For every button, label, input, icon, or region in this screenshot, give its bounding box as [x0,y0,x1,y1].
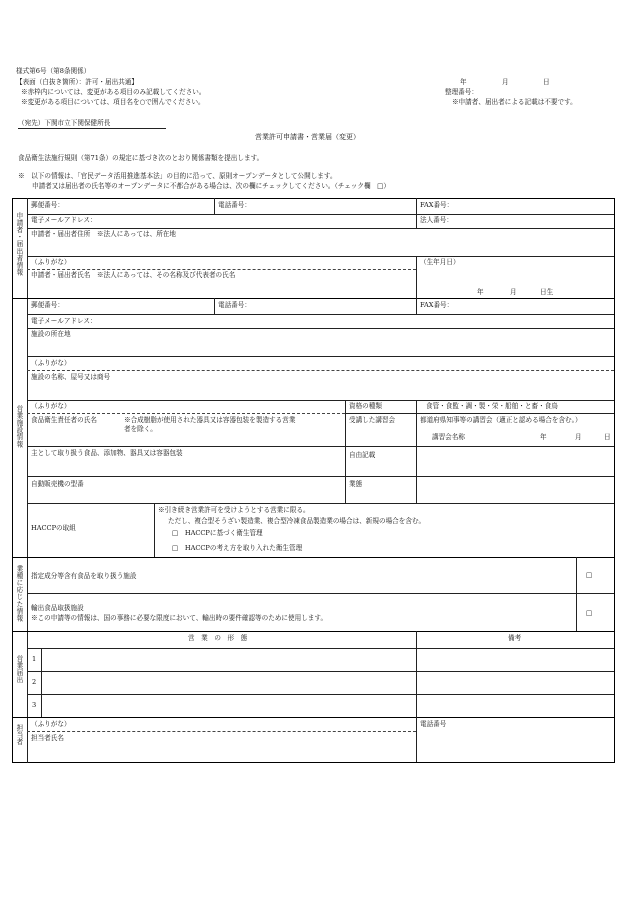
main-food-label: 主として取り扱う食品、添加物、器具又は容器包装 [31,449,183,457]
manager-note-2: 者を除く。 [124,425,157,433]
business-state-label: 業態 [349,480,363,488]
document-title: 営業許可申請書・営業届（変更） [255,133,360,141]
intro-text: 食品衛生法施行規則（第71条）の規定に基づき次のとおり関係書類を提出します。 [18,154,264,162]
birth-day: 日生 [540,288,554,296]
export-facility-check[interactable]: □ [586,609,593,617]
qualification-list: 食管・食監・調・製・栄・船舶・と畜・食鳥 [426,402,558,410]
date-day: 日 [543,78,550,86]
course-month: 月 [575,433,582,441]
applicant-address-label: 申請者・届出者住所 ※法人にあっては、所在地 [31,230,176,238]
section-contact: 担当者 [14,724,23,746]
note-circle: ※変更がある項目については、項目名を○で囲んでください。 [21,98,205,106]
applicant-tel-label: 電話番号： [218,201,251,209]
seal-note: ※申請者、届出者による記載は不要です。 [452,98,577,106]
haccp-note-2: ただし、複合型そうざい製造業、複合型冷凍食品製造業の場合は、新規の場合を含む。 [168,517,426,525]
export-facility-note: ※この申請等の情報は、国の事務に必要な限度において、輸出時の要件確認等のために使用します。 [31,614,328,622]
vending-model-label: 自動販売機の型番 [31,480,84,488]
date-year: 年 [460,78,467,86]
course-note: 都道府県知事等の講習会（適正と認める場合を含む。） [420,416,582,424]
haccp-note-1: ※引き続き営業許可を受けようとする営業に限る。 [158,506,310,514]
designated-ingredient-label: 指定成分等含有食品を取り扱う施設 [31,572,137,580]
section-facility: 営業施設情報 [14,405,23,448]
facility-email-label: 電子メールアドレス： [31,317,97,325]
seiri-number: 整理番号： [445,88,478,96]
course-name-label: 講習会名称 [432,433,465,441]
applicant-furigana-label: （ふりがな） [31,258,71,266]
applicant-corp-no-label: 法人番号： [420,216,453,224]
remarks-header: 備考 [508,634,522,642]
facility-name-label: 施設の名称、屋号又は商号 [31,373,111,381]
free-entry-label: 自由記載 [349,451,376,459]
facility-postal-label: 郵便番号： [31,301,64,309]
notice-row-2: 2 [32,678,37,686]
contact-name-label: 担当者氏名 [31,734,64,742]
course-day: 日 [604,433,611,441]
applicant-name-label: 申請者・届出者氏名 ※法人にあっては、その名称及び代表者の氏名 [31,271,236,279]
export-facility-label: 輸出食品取扱施設 [31,604,84,612]
birth-month: 月 [510,288,517,296]
business-form-header: 営 業 の 形 態 [188,634,248,642]
notice-row-1: 1 [32,655,37,663]
qualification-type-label: 資格の種類 [349,402,382,410]
notice-row-3: 3 [32,701,37,709]
course-label: 受講した講習会 [349,416,396,424]
manager-note-1: ※合成樹脂が使用された器具又は容器包装を製造する営業 [124,416,296,424]
haccp-option-2[interactable]: □ HACCPの考え方を取り入れた衛生管理 [172,544,303,552]
addressee: （宛先）下関市立下関保健所長 [18,119,111,127]
applicant-email-label: 電子メールアドレス： [31,216,97,224]
opendata-check-note: 申請者又は届出者の氏名等のオープンデータに不都合がある場合は、次の欄にチェックしてください。（チェック欄 □） [32,182,390,190]
designated-ingredient-check[interactable]: □ [586,571,593,579]
facility-tel-label: 電話番号： [218,301,251,309]
opendata-note: ※ 以下の情報は、「官民データ活用推進基本法」の目的に沿って、原則オープンデータとして公開します。 [18,172,337,180]
contact-furigana-label: （ふりがな） [31,720,71,728]
haccp-option-1[interactable]: □ HACCPに基づく衛生管理 [172,529,263,537]
facility-fax-label: FAX番号： [420,301,454,309]
form-number: 様式第6号（第8条関係） [16,67,91,75]
course-year: 年 [540,433,547,441]
note-red-frame: ※赤枠内については、変更がある項目のみ記載してください。 [21,88,206,96]
applicant-birth-label: （生年月日） [420,258,460,266]
section-applicant: 申請者・届出者情報 [14,212,23,276]
date-month: 月 [502,78,509,86]
contact-tel-label: 電話番号 [420,720,447,728]
surface-label: 【表面（白抜き箇所）：許可・届出共通】 [16,78,138,86]
section-business-notice: 営業届出 [14,655,23,684]
haccp-label: HACCPの取組 [31,524,76,532]
facility-location-label: 施設の所在地 [31,330,71,338]
section-business-info: 業種に応じた情報 [14,565,23,622]
birth-year: 年 [477,288,484,296]
applicant-fax-label: FAX番号： [420,201,454,209]
facility-furigana-label: （ふりがな） [31,359,71,367]
manager-name-label: 食品衛生責任者の氏名 [31,416,97,424]
manager-furigana-label: （ふりがな） [31,402,71,410]
applicant-postal-label: 郵便番号： [31,201,64,209]
